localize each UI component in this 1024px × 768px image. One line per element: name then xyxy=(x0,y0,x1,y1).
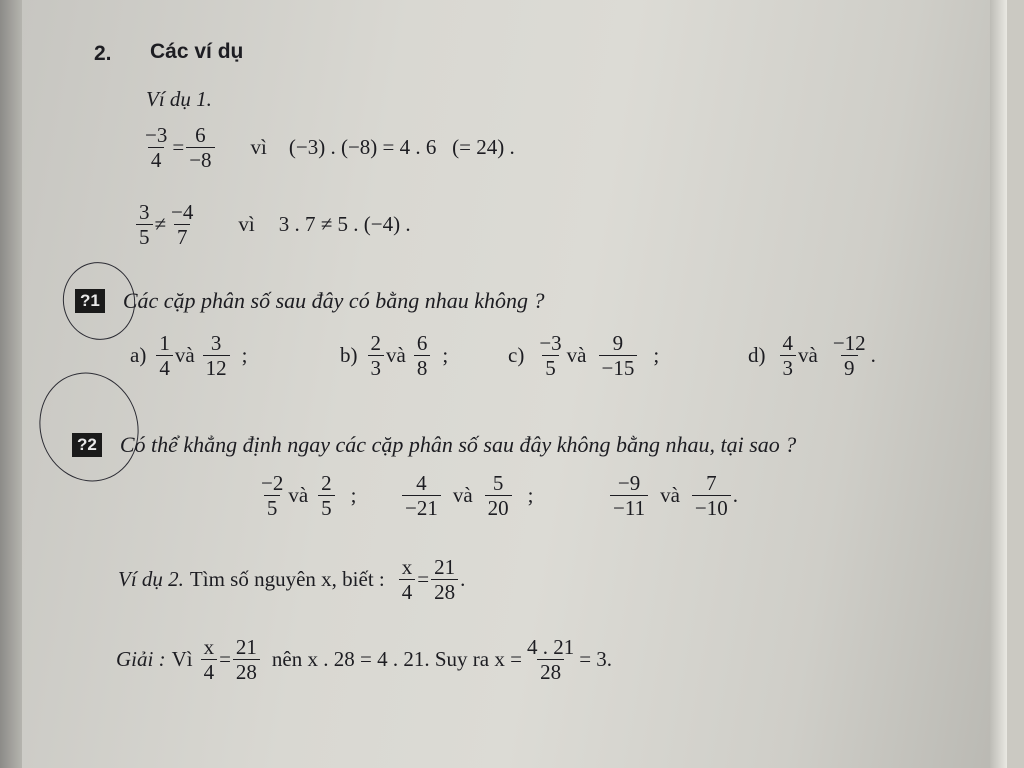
page-edge xyxy=(990,0,1007,768)
separator: ; xyxy=(527,483,534,508)
reason-text: 3 . 7 ≠ 5 . (−4) . xyxy=(278,212,411,237)
example1-label: Ví dụ 1. xyxy=(146,87,212,111)
fraction: $\frac{4}{-21}$ xyxy=(402,472,441,519)
q2-pair-3 xyxy=(608,472,738,519)
separator: . xyxy=(870,343,876,368)
example2-label: Ví dụ 2. xyxy=(118,567,184,592)
separator: ; xyxy=(350,483,357,508)
solution-result: = 3. xyxy=(579,647,613,672)
section-title: Các ví dụ xyxy=(150,40,244,63)
equals-sign: = xyxy=(172,135,185,160)
and-word: và xyxy=(566,343,587,368)
fraction: $\frac{21}{28}$ xyxy=(233,636,260,683)
and-word: và xyxy=(452,483,473,508)
book-spine xyxy=(0,0,22,768)
fraction: $\frac{-9}{-11}$ xyxy=(610,472,648,519)
fraction: $\frac{1}{4}$ xyxy=(156,332,173,379)
q2-pair-1 xyxy=(256,472,357,519)
item-label: a) xyxy=(130,343,147,368)
example1-line2 xyxy=(134,201,411,248)
fraction: $\frac{x}{4}$ xyxy=(201,636,218,683)
fraction: $\frac{2}{3}$ xyxy=(368,332,385,379)
and-word: và xyxy=(386,343,406,368)
separator: ; xyxy=(653,343,660,368)
q1-item-b xyxy=(340,332,448,379)
not-equal-sign: ≠ xyxy=(154,212,167,237)
fraction: $\frac{-3}{5}$ xyxy=(539,331,562,381)
separator: . xyxy=(732,483,738,508)
item-label: b) xyxy=(340,343,358,368)
q2-header xyxy=(72,432,796,458)
fraction: $\frac{6}{8}$ xyxy=(414,332,431,379)
fraction: $\frac{3}{12}$ xyxy=(203,332,230,379)
period: . xyxy=(460,567,466,592)
reason-text: (−3) . (−8) = 4 . 6 (= 24) . xyxy=(288,135,515,160)
section-number: 2. xyxy=(94,42,112,65)
fraction: $\frac{-12}{9}$ xyxy=(832,331,866,381)
because-word: vì xyxy=(250,135,267,160)
fraction: $\frac{3}{5}$ xyxy=(136,201,153,248)
because-word: vì xyxy=(238,212,255,237)
and-word: và xyxy=(798,343,818,368)
fraction: $\frac{6}{-8}$ xyxy=(186,124,214,171)
fraction: $\frac{21}{28}$ xyxy=(431,556,458,603)
fraction: $\frac{-3}{4}$ xyxy=(145,123,168,173)
fraction: $\frac{-2}{5}$ xyxy=(261,471,284,521)
q1-header xyxy=(75,288,544,314)
q1-item-c xyxy=(508,332,659,379)
fraction: $\frac{7}{-10}$ xyxy=(692,472,731,519)
fraction: $\frac{9}{-15}$ xyxy=(599,332,638,379)
separator: ; xyxy=(241,343,248,368)
q1-prompt: Các cặp phân số sau đây có bằng nhau không ? xyxy=(122,288,545,313)
solution-text: nên x . 28 = 4 . 21. Suy ra x = xyxy=(271,647,522,672)
fraction: $\frac{2}{5}$ xyxy=(318,472,335,519)
item-label: d) xyxy=(748,343,766,368)
item-label: c) xyxy=(508,343,525,368)
fraction: $\frac{-4}{7}$ xyxy=(171,200,194,250)
and-word: và xyxy=(660,483,680,508)
q2-badge: ?2 xyxy=(72,433,102,457)
separator: ; xyxy=(442,343,449,368)
solution-line xyxy=(116,636,612,683)
and-word: và xyxy=(288,483,309,508)
solution-label: Giải : xyxy=(116,647,166,672)
fraction: $\frac{4 . 21}{28}$ xyxy=(526,635,575,685)
q2-pair-2 xyxy=(400,472,534,519)
q2-prompt: Có thể khẳng định ngay các cặp phân số sau đây không bằng nhau, tại sao ? xyxy=(119,432,797,457)
q1-badge: ?1 xyxy=(75,289,105,313)
fraction: $\frac{4}{3}$ xyxy=(780,332,797,379)
q1-item-a xyxy=(130,332,248,379)
example2-text: Tìm số nguyên x, biết : xyxy=(189,567,385,592)
because-word: Vì xyxy=(171,647,193,672)
equals-sign: = xyxy=(219,647,231,672)
example2-line xyxy=(118,556,465,603)
fraction: $\frac{x}{4}$ xyxy=(399,556,416,603)
fraction: $\frac{5}{20}$ xyxy=(485,472,512,519)
example1-line1 xyxy=(140,124,515,171)
q1-item-d xyxy=(748,332,876,379)
equals-sign: = xyxy=(417,567,430,592)
and-word: và xyxy=(174,343,195,368)
